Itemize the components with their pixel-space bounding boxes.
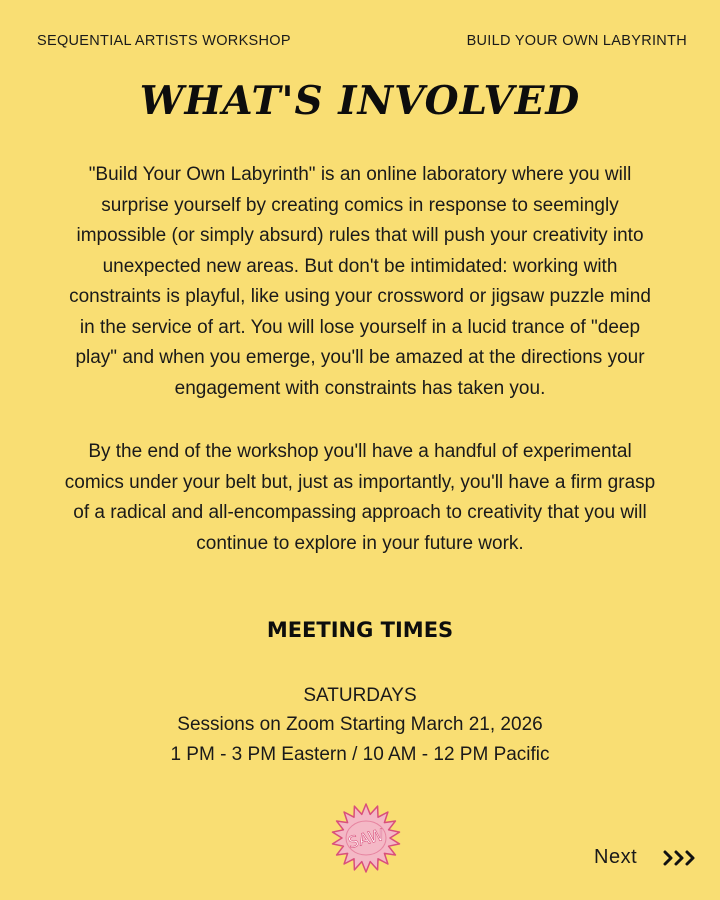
next-button[interactable] [594,846,697,869]
meeting-sessions: Sessions on Zoom Starting March 21, 2026 [177,714,543,735]
page-title: WHAT'S INVOLVED [139,78,581,124]
next-label: Next [594,846,638,868]
outcome-paragraph: By the end of the workshop you'll have a handful of experimental comics under your belt but, just as importantly, you'll have a firm grasp of a radical and all-encompassing approach to creativity that you will continue to explore in your future work. [64,441,656,554]
header-course-name: BUILD YOUR OWN LABYRINTH [466,33,687,49]
logo-text: SAW [346,824,387,853]
meeting-day: SATURDAYS [303,685,417,706]
triple-chevron-right-icon [663,848,697,868]
saw-starburst-logo [330,802,402,874]
meeting-hours: 1 PM - 3 PM Eastern / 10 AM - 12 PM Pacific [170,744,550,765]
intro-paragraph: "Build Your Own Labyrinth" is an online laboratory where you will surprise yourself by creating comics in response to seemingly impossible (or simply absurd) rules that will push your creativity into unexpected new areas. But don't be intimidated: working with constraints is playful, like using your crossword or jigsaw puzzle mind in the service of art. You will lose yourself in a lucid trance of "deep play" and when you emerge, you'll be amazed at the directions your engagement with constraints has taken you. [69,164,651,399]
header-org-name: SEQUENTIAL ARTISTS WORKSHOP [37,33,291,49]
meeting-times-heading: MEETING TIMES [266,618,454,642]
